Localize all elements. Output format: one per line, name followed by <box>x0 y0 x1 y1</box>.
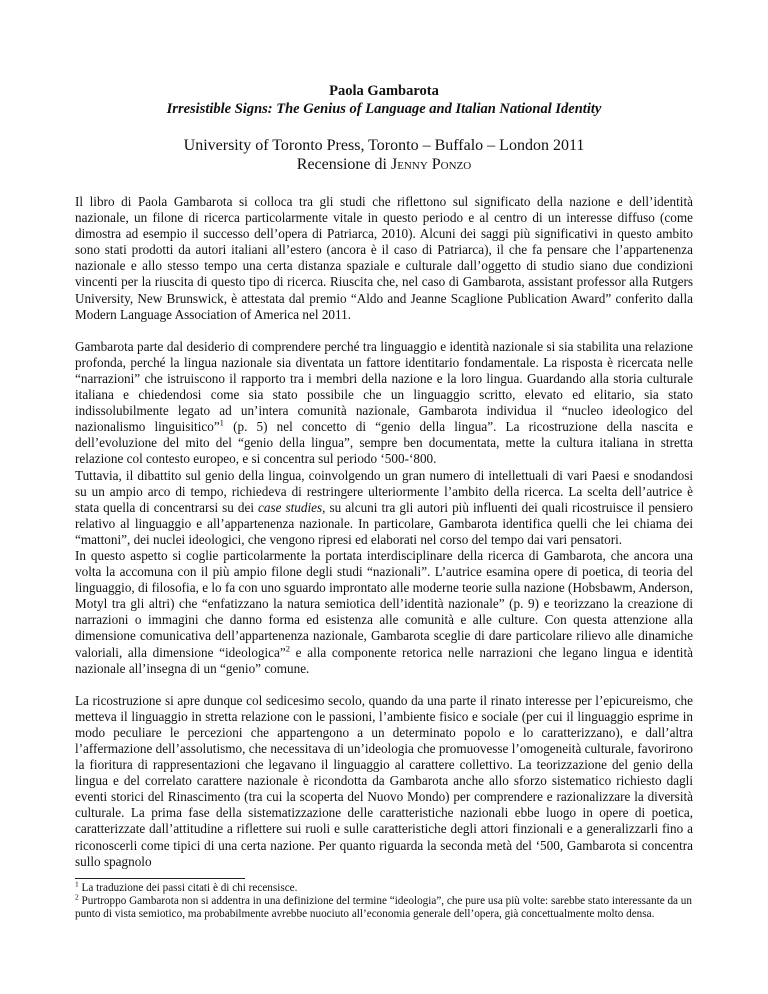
book-author: Paola Gambarota <box>329 83 439 99</box>
footnote-2-text: Purtroppo Gambarota non si addentra in una definizione del termine “ideologia”, che pure usa più volte: sarebbe stato interessante da un punto di vista semiotico, ma probabilmente avrebbe nuociuto all’economia generale dell’opera, già concettualmente molto densa. <box>75 895 692 921</box>
paragraph-2-part-b: (p. 5) nel concetto di “genio della lingua”. La ricostruzione della nascita e dell’evoluzione del mito del “genio della lingua”, sempre ben documentata, mette la cultura italiana in stretta relazione col contesto europeo, e si concentra sul periodo ‘500-‘800. <box>75 419 693 467</box>
footnote-1-number: 1 <box>75 879 79 889</box>
review-body <box>75 194 693 870</box>
paragraph-4 <box>75 548 693 677</box>
reviewer-line <box>75 155 693 174</box>
paragraph-2-part-a: Gambarota parte dal desiderio di comprendere perché tra linguaggio e identità nazionale si sia stabilita una relazione profonda, perché la lingua nazionale sia diventata un fattore identitario fondamentale. La risposta è ricercata nelle “narrazioni” che istruiscono il rapporto tra i membri della nazione e la loro lingua. Guardando alla storia culturale italiana e chiedendosi come sia stato possibile che un linguaggio scritto, elevato ed elitario, sia stato indissolubilmente legato ad un’intera comunità nazionale, Gambarota individua il “nucleo ideologico del nazionalismo linguisitico” <box>75 338 693 435</box>
paragraph-3-part-b: , su alcuni tra gli autori più influenti dei quali ricostruisce il pensiero relativo al linguaggio e all’appartenenza nazionale. In particolare, Gambarota identifica quelli che lei chiama dei “mattoni”, dei nuclei ideologici, che vengono ripresi ed elaborati nel corso del tempo dai vari pensatori. <box>75 499 694 547</box>
paragraph-3 <box>75 468 693 548</box>
paragraph-4-part-a: In questo aspetto si coglie particolarmente la portata interdisciplinare della ricerca di Gambarota, che ancora una volta la accomuna con il più ampio filone degli studi “nazionali”. L’autrice esamina opere di poetica, di teoria del linguaggio, di filosofia, e lo fa con uno sguardo improntato alle moderne teorie sulla nazione (Hobsbawm, Anderson, Motyl tra gli altri) che “enfatizzano la natura semiotica dell’identità nazionale” (p. 9) e teorizzano la creazione di narrazioni o immagini che danno forma ed esistenza alle comunità e alle culture. Con questa attenzione alla dimensione comunicativa dell’appartenenza nazionale, Gambarota sceglie di dare particolare rilievo alle dinamiche valoriali, alla dimensione “ideologica” <box>75 547 693 660</box>
review-header <box>75 82 693 174</box>
footnotes <box>75 878 693 922</box>
book-title: Irresistible Signs: The Genius of Language and Italian National Identity <box>166 101 602 117</box>
paragraph-4-part-b: e alla componente retorica nelle narrazioni che legano lingua e identità nazionale all’insegna di un “genio” comune. <box>75 644 693 676</box>
reviewer-name: Jenny Ponzo <box>390 156 472 173</box>
paragraph-3-emphasis: case studies <box>258 499 323 515</box>
footnote-divider <box>75 878 245 879</box>
footnote-1 <box>75 879 693 895</box>
paragraph-3-part-a: Tuttavia, il dibattito sul genio della lingua, coinvolgendo un gran numero di intellettuali di vari Paesi e snodandosi su un ampio arco di tempo, richiedeva di restringere ulteriormente l’ambito della ricerca. La scelta dell’autrice è stata quella di concentrarsi su dei <box>75 467 693 515</box>
footnote-ref-1: 1 <box>219 417 224 428</box>
footnote-2 <box>75 892 693 922</box>
paragraph-1: Il libro di Paola Gambarota si colloca tra gli studi che riflettono sul significato della nazione e dell’identità nazionale, un filone di ricerca particolarmente vitale in questo periodo e al centro di un interesse diffuso (come dimostra ad esempio il successo dell’opera di Patriarca, 2010). Alcuni dei saggi più significativi in questo ambito sono stati prodotti da autori italiani all’estero (ancora è il caso di Patriarca), il che fa pensare che l’appartenenza nazionale e allo stesso tempo una certa distanza spaziale e culturale dall’oggetto di studio siano due condizioni vincenti per la riuscita di questo tipo di ricerca. Riuscita che, nel caso di Gambarota, assistant professor alla Rutgers University, New Brunswick, è attestata dal premio “Aldo and Jeanne Scaglione Publication Award” conferito dalla Modern Language Association of America nel 2011. <box>75 194 693 322</box>
publication-info: University of Toronto Press, Toronto – Buffalo – London 2011 <box>183 137 585 154</box>
footnote-ref-2: 2 <box>285 643 290 654</box>
footnote-2-number: 2 <box>75 892 79 902</box>
paragraph-2 <box>75 339 693 468</box>
paragraph-5: La ricostruzione si apre dunque col sedicesimo secolo, quando da una parte il rinato interesse per l’epicureismo, che metteva il linguaggio in stretta relazione con le passioni, l’ambiente fisico e sociale (per cui il linguaggio esprime in modo peculiare le percezioni che appartengono a un determinato popolo e lo caratterizzano), e dall’altra l’affermazione dell’assolutismo, che necessitava di un’ideologia che promuovesse l’omogeneità culturale, favorirono la fioritura di rappresentazioni che legavano il linguaggio al carattere collettivo. La teorizzazione del genio della lingua e del correlato carattere nazionale è ricondotta da Gambarota anche allo sforzo sistematico richiesto dagli eventi storici del Rinascimento (tra cui la scoperta del Nuovo Mondo) per comprendere e razionalizzare la diversità culturale. La prima fase della sistematizzazione delle caratteristiche nazionali ebbe luogo in opere di poetica, caratterizzate dall’attitudine a riflettere sui ruoli e sulle caratteristiche degli attori finzionali e a generalizzarli fino a riconoscerli come tipici di una certa nazione. Per quanto riguarda la seconda metà del ‘500, Gambarota si concentra sullo spagnolo <box>75 692 693 869</box>
review-prefix: Recensione di <box>296 156 387 173</box>
footnote-1-text: La traduzione dei passi citati è di chi recensisce. <box>78 881 298 894</box>
